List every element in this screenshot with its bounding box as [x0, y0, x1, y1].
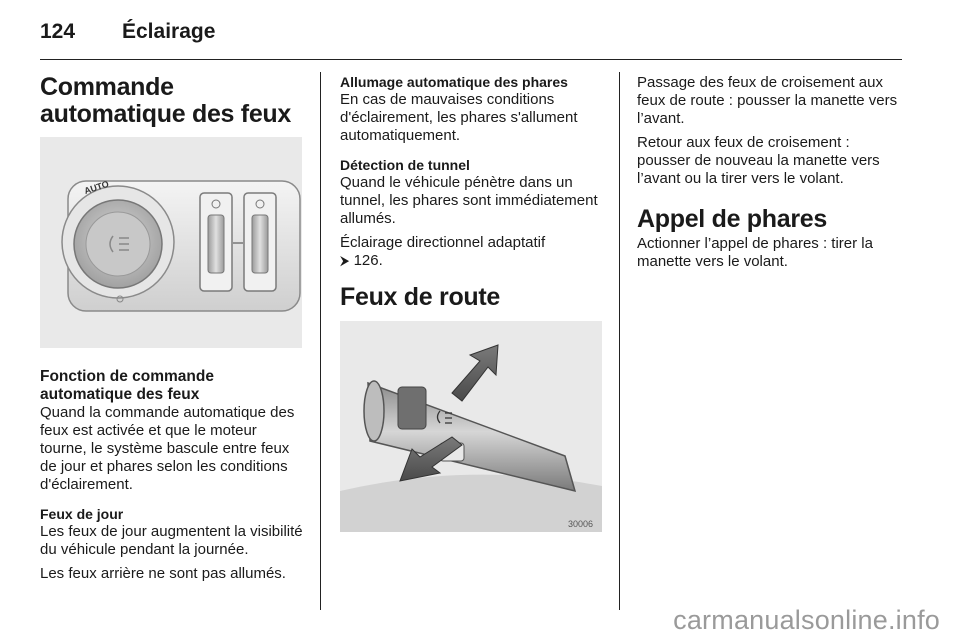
- paragraph-adaptive-lighting: [340, 234, 605, 270]
- page-number: 124: [40, 20, 76, 43]
- forward-arrow-icon: [452, 345, 498, 401]
- paragraph-headlight-flash: Actionner l’appel de phares : tirer la manette vers le volant.: [637, 235, 873, 270]
- paragraph-daytime-lights: Les feux de jour augmentent la visibilité du véhicule pendant la journée.: [40, 523, 303, 558]
- page-header: [40, 18, 902, 58]
- subheading-auto-function: Fonction de commande automatique des feux: [40, 368, 214, 403]
- paragraph-auto-headlights: En cas de mauvaises conditions d'éclairement, les phares s'allument automatiquement.: [340, 91, 578, 144]
- watermark-text: carmanualsonline.info: [673, 605, 940, 635]
- paragraph-tunnel-detection: Quand le véhicule pénètre dans un tunnel, les phares sont immédiatement allumés.: [340, 174, 598, 227]
- section-title-high-beam: Feux de route: [340, 283, 501, 311]
- column-2: [340, 74, 605, 532]
- adaptive-lighting-text: Éclairage directionnel adaptatif: [340, 234, 546, 251]
- subheading-tunnel-detection: Détection de tunnel: [340, 157, 470, 173]
- light-switch-illustration: [40, 137, 302, 348]
- subheading-auto-headlights: Allumage automatique des phares: [340, 74, 568, 90]
- column-3: [637, 74, 905, 271]
- paragraph-low-beam-return: Retour aux feux de croisement : pousser de nouveau la manette vers l’avant ou la tirer vers le volant.: [637, 134, 880, 187]
- figure-code: 30006: [568, 519, 594, 529]
- stalk-figure: [340, 321, 602, 532]
- column-1: [40, 74, 306, 583]
- column-divider-1: [320, 72, 321, 610]
- subheading-daytime-lights: Feux de jour: [40, 506, 124, 522]
- paragraph-rear-lights: Les feux arrière ne sont pas allumés.: [40, 565, 286, 582]
- chapter-title: Éclairage: [122, 20, 216, 43]
- light-switch-figure: [40, 137, 302, 348]
- section-title-headlight-flash: Appel de phares: [637, 205, 827, 233]
- section-title-auto-lights: Commande automatique des feux: [40, 73, 291, 128]
- auto-label: AUTO: [82, 178, 111, 197]
- column-divider-2: [619, 72, 620, 610]
- stalk-illustration: [340, 321, 602, 532]
- paragraph-high-beam-on: Passage des feux de croisement aux feux de route : pousser la manette vers l’avant.: [637, 74, 898, 127]
- page-reference-link[interactable]: 126.: [353, 252, 383, 269]
- header-rule: [40, 59, 902, 60]
- page-reference-icon: ⮞: [340, 253, 350, 268]
- paragraph-auto-function: Quand la commande automatique des feux est activée et que le moteur tourne, le système bascule entre feux de jour et phares selon les conditions d'éclairement.: [40, 404, 295, 493]
